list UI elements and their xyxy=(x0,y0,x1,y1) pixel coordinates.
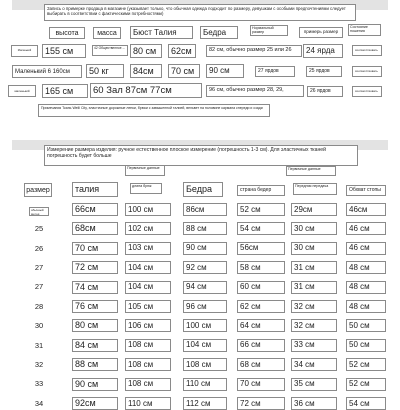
waist-cell: 72 см xyxy=(72,261,118,274)
length-cell: 108 см xyxy=(125,358,171,371)
row-state-value: соответствовать xyxy=(352,66,382,77)
rise-cell: 36 см xyxy=(291,397,337,410)
waist-sublabel: Первичные данные xyxy=(125,165,165,176)
waist-cell: 92см xyxy=(72,397,118,410)
thigh-cell: 72 см xyxy=(237,397,285,410)
header-state: Состояние ношения xyxy=(348,24,381,36)
size-cell: 33 xyxy=(34,379,44,389)
hips-cell: 94 см xyxy=(183,281,227,294)
hips-cell: 108 см xyxy=(183,358,227,371)
row-height-value: 165 см xyxy=(42,84,88,98)
row-hips-value: 90 см xyxy=(206,64,244,78)
row-try-value: 25 ярдов xyxy=(306,66,342,77)
thigh-cell: 54 см xyxy=(237,222,285,235)
hips-cell: 96 см xyxy=(183,300,227,313)
thigh-cell: 66 см xyxy=(237,339,285,352)
hips-cell: 86см xyxy=(183,203,227,216)
rise-cell: 33 см xyxy=(291,339,337,352)
size-cell: 30 xyxy=(34,321,44,331)
foot-cell: 50 см xyxy=(346,339,386,352)
measurement-note: Измерение размера изделия: ручное естественное плоское измерение (погрешность 1-3 см). Для эластичных тканей погрешность будет больше xyxy=(44,145,358,166)
row-mass-value: 50 кг xyxy=(86,64,124,78)
hips-cell: 92 см xyxy=(183,261,227,274)
length-cell: 105 см xyxy=(125,300,171,313)
hips-cell: 88 см xyxy=(183,222,227,235)
length-cell: 106 см xyxy=(125,319,171,332)
rise-cell: 35 см xyxy=(291,378,337,391)
hips-cell: 104 см xyxy=(183,339,227,352)
row-label: Маленький 6 160см xyxy=(12,65,82,78)
header-thigh: страна бедер xyxy=(237,185,285,196)
foot-cell: 50 см xyxy=(346,319,386,332)
waist-cell: 90 см xyxy=(72,378,118,391)
hips-cell: 90 см xyxy=(183,242,227,255)
row-try-value: 24 ярда xyxy=(303,44,343,58)
hips-cell: 110 см xyxy=(183,378,227,391)
waist-cell: 80 см xyxy=(72,319,118,332)
row-state-value: соответствовать xyxy=(352,86,382,97)
length-cell: 100 см xyxy=(125,203,171,216)
header-size: размер xyxy=(24,183,52,197)
header-bust-waist: Бюст Талия xyxy=(130,26,193,39)
header-normal-size: Нормальный размер xyxy=(250,25,288,36)
thigh-cell: 62 см xyxy=(237,300,285,313)
header-mass: масса xyxy=(93,27,121,39)
foot-cell: 48 см xyxy=(346,281,386,294)
thigh-cell: 64 см xyxy=(237,319,285,332)
size-cell: 26 xyxy=(34,243,44,253)
row-label: Маленький xyxy=(11,45,38,57)
thigh-cell: 52 см xyxy=(237,203,285,216)
length-cell: 104 см xyxy=(125,281,171,294)
length-cell: 110 см xyxy=(125,397,171,410)
row-bust-value: 80 см xyxy=(130,44,162,58)
row-waist-value: 62см xyxy=(168,44,196,58)
foot-cell: 48 см xyxy=(346,300,386,313)
size-cell: 27 xyxy=(34,282,44,292)
header-hips: Бедра xyxy=(200,26,238,39)
size-cell: 27 xyxy=(34,262,44,272)
waist-cell: 66см xyxy=(72,203,118,216)
rise-cell: 31 см xyxy=(291,261,337,274)
size-cell: 28 xyxy=(34,301,44,311)
fabric-remark: Примечания Ткань Weili City, эластичные дорожные ленки, брюки с завышенной талией, вельвет на половине кармана спереди и сзади xyxy=(38,104,270,117)
waist-cell: 84 см xyxy=(72,339,118,352)
row-hips-value: 96 см, обычно размер 28, 29, xyxy=(206,85,304,97)
header-height: высота xyxy=(49,27,85,39)
foot-cell: 52 см xyxy=(346,378,386,391)
header-try-size: примерь размер xyxy=(299,27,343,38)
rise-cell: 30 см xyxy=(291,222,337,235)
header-waist: талия xyxy=(72,182,118,197)
length-cell: 108 см xyxy=(125,339,171,352)
hips-cell: 112 см xyxy=(183,397,227,410)
waist-cell: 68см xyxy=(72,222,118,235)
row-label: маленький xyxy=(8,85,36,97)
rise-cell: 30 см xyxy=(291,242,337,255)
header-length: длина брюк xyxy=(130,183,162,194)
row-mass-value: 42 Общественное ... xyxy=(92,45,128,56)
unit-sublabel: обычный метод xyxy=(29,207,49,216)
size-cell: 34 xyxy=(34,398,44,408)
foot-cell: 46см xyxy=(346,203,386,216)
waist-cell: 88 см xyxy=(72,358,118,371)
header-hips: Бедра xyxy=(183,182,223,197)
header-rise: Передняя передача xyxy=(293,183,337,195)
fitting-note: Запись о примерке продаца в магазине (указывает только, что обычная одежда подходит по размеру, девушкам с особыми предпочтениями следует выбирать в соответствии с фактическими потребностями) xyxy=(44,4,356,21)
length-cell: 108 см xyxy=(125,378,171,391)
foot-cell: 48 см xyxy=(346,261,386,274)
length-cell: 104 см xyxy=(125,261,171,274)
foot-cell: 46 см xyxy=(346,222,386,235)
row-hips-value: 82 см, обычно размер 25 или 26 xyxy=(206,45,302,57)
row-state-value: соответствовать xyxy=(352,45,382,56)
hips-cell: 100 см xyxy=(183,319,227,332)
rise-cell: 32 см xyxy=(291,300,337,313)
rise-cell: 29см xyxy=(291,203,337,216)
rise-cell: 34 см xyxy=(291,358,337,371)
rise-cell: 31 см xyxy=(291,281,337,294)
size-cell: 32 xyxy=(34,359,44,369)
foot-cell: 54 см xyxy=(346,397,386,410)
row-normal-value: 27 ярдов xyxy=(255,66,295,77)
size-cell: 31 xyxy=(34,340,44,350)
length-cell: 103 см xyxy=(125,242,171,255)
thigh-cell: 70 см xyxy=(237,378,285,391)
thigh-cell: 60 см xyxy=(237,281,285,294)
row-try-value: 26 ярдов xyxy=(307,86,343,97)
row-waist-value: 70 см xyxy=(168,64,200,78)
thigh-cell: 68 см xyxy=(237,358,285,371)
header-foot: Обхват стопы xyxy=(346,185,386,196)
foot-cell: 52 см xyxy=(346,358,386,371)
waist-cell: 70 см xyxy=(72,242,118,255)
row-bust-value: 84см xyxy=(130,64,162,78)
row-figures-value: 60 Зал 87см 77см xyxy=(90,83,202,98)
length-cell: 102 см xyxy=(125,222,171,235)
foot-cell: 46 см xyxy=(346,242,386,255)
waist-cell: 76 см xyxy=(72,300,118,313)
waist-cell: 74 см xyxy=(72,281,118,294)
size-cell: 25 xyxy=(34,224,44,234)
thigh-cell: 56см xyxy=(237,242,285,255)
rise-cell: 32 см xyxy=(291,319,337,332)
thigh-sublabel: Первичные данные xyxy=(286,166,336,176)
row-height-value: 155 см xyxy=(42,44,86,58)
thigh-cell: 58 см xyxy=(237,261,285,274)
